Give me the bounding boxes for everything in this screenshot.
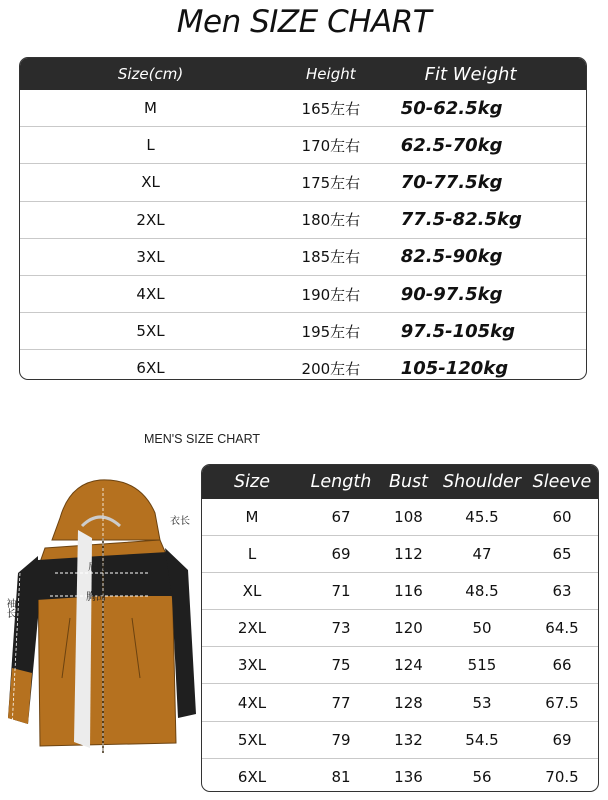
table-row	[20, 238, 586, 275]
size-cell: XL	[242, 582, 262, 601]
sleeve-cell: 70.5	[545, 767, 579, 786]
shoulder-cell: 48.5	[465, 582, 499, 601]
table-row	[20, 90, 586, 126]
label-sleeve: 袖长	[4, 598, 15, 618]
header-bust: Bust	[388, 472, 429, 492]
size-cell: 4XL	[136, 285, 165, 304]
size-cell: 2XL	[237, 619, 267, 638]
size-cell: 3XL	[237, 656, 267, 675]
table-row	[202, 721, 598, 758]
label-length: 衣长	[170, 516, 190, 527]
bust-cell: 120	[394, 619, 423, 638]
table-row	[202, 499, 598, 535]
length-cell: 69	[331, 545, 351, 564]
size-weight-body	[20, 90, 586, 380]
table-row	[20, 312, 586, 349]
size-cell: L	[247, 545, 257, 564]
header-size: Size(cm)	[117, 65, 184, 83]
sleeve-cell: 69	[552, 730, 572, 749]
weight-cell: 105-120kg	[400, 357, 509, 379]
bust-cell: 108	[394, 508, 423, 527]
weight-cell: 50-62.5kg	[400, 97, 503, 119]
table-row	[202, 683, 598, 720]
bust-cell: 132	[394, 730, 423, 749]
measurement-body	[202, 499, 598, 792]
weight-cell: 70-77.5kg	[400, 171, 503, 193]
shoulder-cell: 47	[472, 545, 492, 564]
sleeve-cell: 65	[552, 545, 572, 564]
table-row	[202, 535, 598, 572]
weight-cell: 77.5-82.5kg	[400, 209, 522, 231]
shoulder-cell: 50	[472, 619, 492, 638]
size-cell: 3XL	[136, 247, 165, 266]
header-fit-weight: Fit Weight	[424, 63, 517, 85]
label-bust: 胸围	[86, 592, 106, 603]
table-row	[202, 758, 598, 792]
length-cell: 67	[331, 508, 351, 527]
size-cell: M	[245, 508, 259, 527]
label-shoulder: 肩宽	[88, 562, 108, 573]
size-cell: 5XL	[136, 322, 165, 341]
size-cell: L	[146, 136, 155, 155]
bust-cell: 128	[394, 693, 423, 712]
size-cell: 4XL	[237, 693, 267, 712]
table-row	[202, 646, 598, 683]
table-row	[202, 609, 598, 646]
table-row	[20, 275, 586, 312]
size-cell: 2XL	[136, 210, 165, 229]
header-sleeve: Sleeve	[532, 472, 592, 492]
height-cell: 185左右	[301, 248, 361, 267]
size-weight-header	[20, 58, 586, 90]
weight-cell: 97.5-105kg	[400, 320, 515, 342]
height-cell: 195左右	[301, 322, 361, 341]
weight-cell: 82.5-90kg	[400, 246, 503, 268]
jacket-illustration	[0, 478, 200, 778]
table-row	[20, 163, 586, 200]
header-length: Length	[310, 472, 372, 492]
length-cell: 73	[331, 619, 351, 638]
shoulder-cell: 56	[472, 767, 492, 786]
sleeve-cell: 67.5	[545, 693, 579, 712]
sleeve-cell: 63	[552, 582, 572, 601]
size-weight-table	[19, 57, 587, 380]
height-cell: 170左右	[301, 136, 361, 155]
header-size: Size	[234, 472, 270, 492]
height-cell: 175左右	[301, 173, 361, 192]
shoulder-cell: 54.5	[465, 730, 499, 749]
measurement-header	[202, 465, 598, 499]
header-height: Height	[306, 65, 356, 83]
size-cell: 5XL	[237, 730, 267, 749]
length-cell: 71	[331, 582, 351, 601]
measurement-table	[201, 464, 599, 792]
size-cell: 6XL	[136, 359, 165, 378]
header-shoulder: Shoulder	[443, 472, 521, 492]
shoulder-cell: 53	[472, 693, 492, 712]
weight-cell: 62.5-70kg	[400, 134, 503, 156]
bust-cell: 112	[394, 545, 423, 564]
bust-cell: 124	[394, 656, 423, 675]
shoulder-cell: 515	[467, 656, 497, 675]
size-cell: 6XL	[237, 767, 267, 786]
sleeve-cell: 64.5	[545, 619, 579, 638]
table-row	[20, 349, 586, 380]
table-row	[20, 201, 586, 238]
shoulder-cell: 45.5	[465, 508, 499, 527]
height-cell: 180左右	[301, 211, 361, 230]
page-title: Men SIZE CHART	[176, 4, 432, 40]
height-cell: 165左右	[301, 99, 361, 118]
size-cell: M	[144, 99, 157, 118]
table-row	[202, 572, 598, 609]
measure-title: MEN'S SIZE CHART	[144, 432, 261, 446]
bust-cell: 136	[394, 767, 423, 786]
length-cell: 79	[331, 730, 351, 749]
size-cell: XL	[141, 173, 160, 192]
height-cell: 190左右	[301, 285, 361, 304]
table-row	[20, 126, 586, 163]
bust-cell: 116	[394, 582, 423, 601]
sleeve-cell: 60	[552, 508, 572, 527]
sleeve-cell: 66	[552, 656, 572, 675]
height-cell: 200左右	[301, 359, 361, 378]
length-cell: 77	[331, 693, 351, 712]
length-cell: 81	[331, 767, 351, 786]
weight-cell: 90-97.5kg	[400, 283, 503, 305]
length-cell: 75	[331, 656, 351, 675]
